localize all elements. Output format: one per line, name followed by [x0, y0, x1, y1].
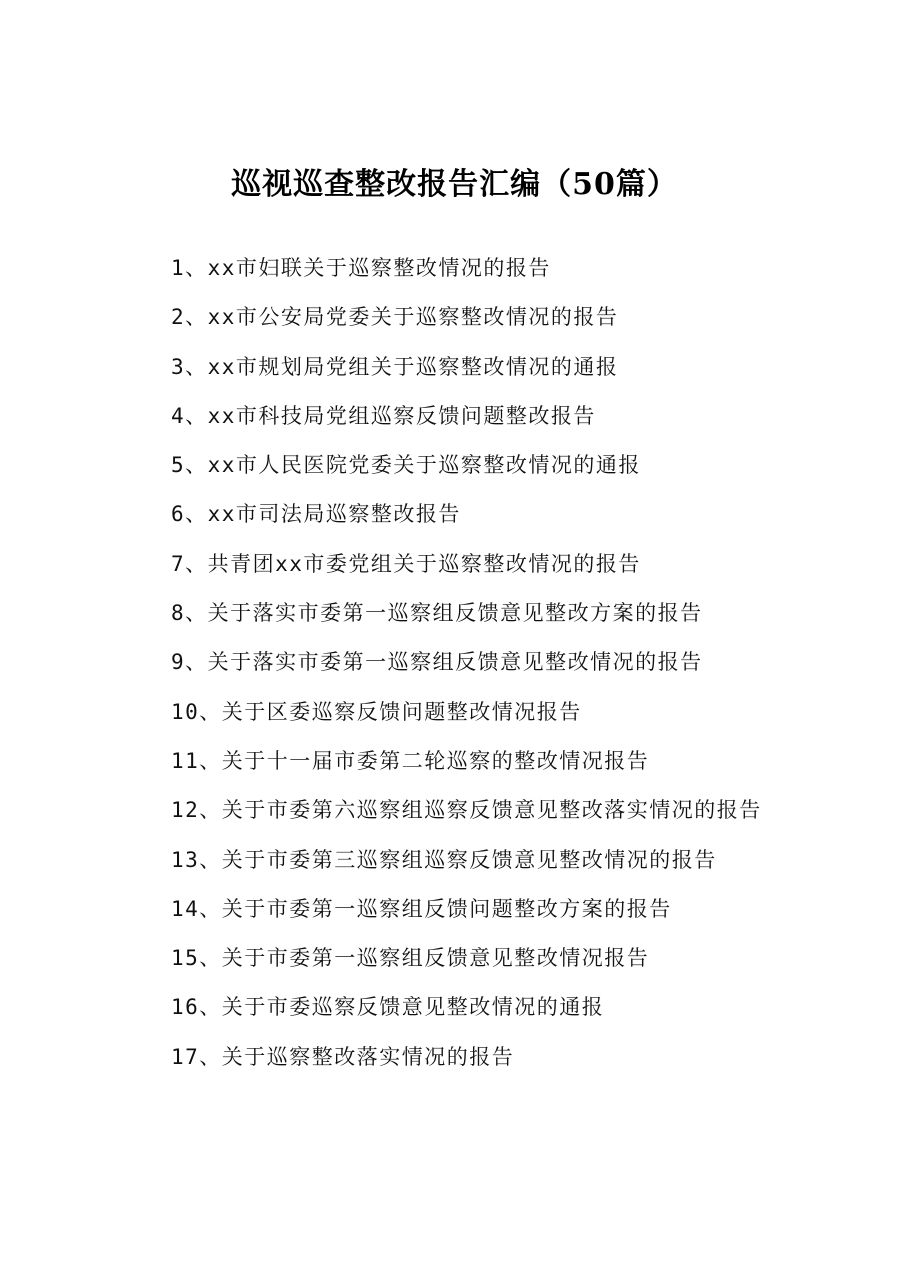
document-title: 巡视巡查整改报告汇编（50篇）: [231, 167, 678, 202]
table-of-contents: [123, 244, 803, 1082]
toc-item-4: 4、xx市科技局党组巡察反馈问题整改报告: [171, 403, 596, 428]
toc-item-15: 15、关于市委第一巡察组反馈意见整改情况报告: [171, 946, 650, 971]
toc-item-5: 5、xx市人民医院党委关于巡察整改情况的通报: [171, 453, 641, 478]
toc-item-1: 1、xx市妇联关于巡察整改情况的报告: [171, 256, 551, 280]
toc-item-14: 14、关于市委第一巡察组反馈问题整改方案的报告: [171, 896, 672, 921]
toc-item-2: 2、xx市公安局党委关于巡察整改情况的报告: [171, 305, 619, 330]
toc-item-13: 13、关于市委第三巡察组巡察反馈意见整改情况的报告: [171, 847, 717, 872]
toc-item-8: 8、关于落实市委第一巡察组反馈意见整改方案的报告: [171, 601, 703, 626]
toc-item-17: 17、关于巡察整改落实情况的报告: [171, 1044, 515, 1069]
toc-item-11: 11、关于十一届市委第二轮巡察的整改情况报告: [171, 748, 650, 773]
toc-item-12: 12、关于市委第六巡察组巡察反馈意见整改落实情况的报告: [171, 798, 762, 823]
toc-item-7: 7、共青团xx市委党组关于巡察整改情况的报告: [171, 551, 641, 576]
toc-item-3: 3、xx市规划局党组关于巡察整改情况的通报: [171, 354, 619, 379]
toc-item-6: 6、xx市司法局巡察整改报告: [171, 502, 461, 527]
toc-item-10: 10、关于区委巡察反馈问题整改情况报告: [171, 699, 582, 724]
toc-item-9: 9、关于落实市委第一巡察组反馈意见整改情况的报告: [171, 650, 703, 675]
toc-item-16: 16、关于市委巡察反馈意见整改情况的通报: [171, 995, 605, 1020]
